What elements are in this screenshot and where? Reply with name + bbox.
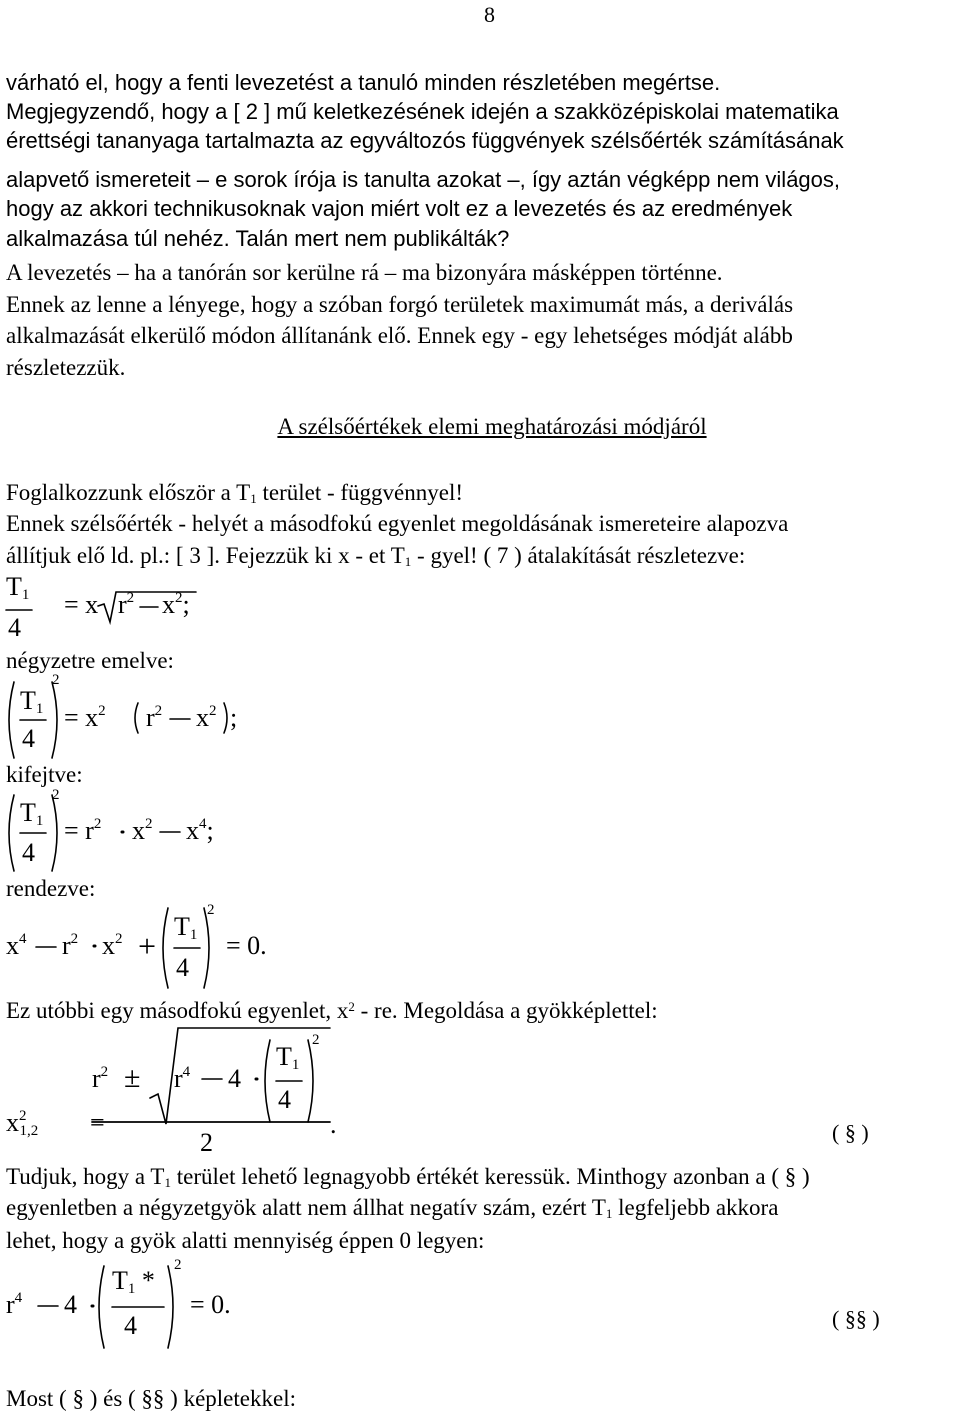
paragraph-line: alkalmazását elkerülő módon állítanánk elő. Ennek egy - egy lehetséges módját alább	[6, 323, 793, 348]
body-line: kifejtve:	[6, 762, 83, 787]
body-line: Foglalkozzunk először a $T_1$ terület - függvénnyel!	[6, 480, 463, 506]
paren-left	[99, 1266, 104, 1348]
paren-right	[204, 908, 209, 988]
paren-left	[9, 682, 14, 758]
body-line: Most ( § ) és ( §§ ) képletekkel:	[6, 1386, 296, 1411]
paragraph-line: várható el, hogy a fenti levezetést a tanuló minden részletében megértse.	[6, 70, 721, 95]
equation-tag: ( § )	[832, 1120, 869, 1145]
paragraph-line: Megjegyzendő, hogy a [ 2 ] mű keletkezésének idején a szakközépiskolai matematika	[6, 99, 839, 124]
paren-left	[9, 795, 14, 871]
paragraph-line: érettségi tananyaga tartalmazta az egyváltozós függvények szélsőérték számításának	[6, 128, 844, 153]
paren-left	[135, 703, 138, 733]
body-line: négyzetre emelve:	[6, 648, 174, 673]
paragraph-line: Ennek az lenne a lényege, hogy a szóban forgó területek maximumát más, a deriválás	[6, 292, 794, 317]
paren-right	[308, 1040, 313, 1122]
paren-right	[52, 682, 57, 758]
body-line: Tudjuk, hogy a $T_1$ terület lehető legnagyobb értékét keressük. Minthogy azonban a ( § )	[6, 1164, 810, 1190]
paren-right	[224, 703, 227, 733]
radical-sign	[150, 1028, 330, 1124]
paragraph-line: részletezzük.	[6, 355, 126, 380]
body-line: Ez utóbbi egy másodfokú egyenlet, $x^2$ - re. Megoldása a gyökképlettel:	[6, 998, 658, 1023]
paragraph-line: A levezetés – ha a tanórán sor kerülne rá – ma bizonyára másképpen történne.	[6, 260, 723, 285]
equation-tag: ( §§ )	[832, 1306, 880, 1331]
paragraph-line: alkalmazása túl nehéz. Talán mert nem publikálták?	[6, 226, 510, 251]
section-heading: A szélsőértékek elemi meghatározási módjáról	[277, 414, 707, 439]
paren-right	[168, 1266, 173, 1348]
paren-left	[163, 908, 168, 988]
body-line: lehet, hogy a gyök alatti mennyiség éppen 0 legyen:	[6, 1228, 485, 1253]
body-line: rendezve:	[6, 876, 96, 901]
document-page: 8 várható el, hogy a fenti levezetést a tanuló minden részletében megértse. Megjegyzendő, hogy a [ 2 ] mű keletkezésének idején a szakközépiskolai matematika érettségi tananyaga tartalmazta az egyváltozós függvények szélsőérték számításának alapvető ismereteit – e sorok írója is tanulta azokat –, így aztán végképp nem világos, hogy az akkori technikusoknak vajon miért volt ez a levezetés és az eredmények alkalmazása túl nehéz. Talán mert nem publikálták? A levezetés – ha a tanórán sor kerülne rá – ma bizonyára másképpen történne. Ennek az lenne a lényege, hogy a szóban forgó területek maximumát más, a deriválás alkalmazását elkerülő módon állítanánk elő. Ennek egy - egy lehetséges módját alább részletezzük. A szélsőértékek elemi meghatározási módjáról Foglalkozzunk először a $T_1$ terület - függvénnyel! Ennek szélsőérték - helyét a másodfokú egyenlet megoldásának ismereteire alapozva állítjuk elő ld. pl.: [ 3 ]. Fejezzük ki x - et $T_1$ - gyel! ( 7 ) átalakítását részletezve: $T_1$ 4 = x $r^2$ $x^2$; négyzetre emelve: $T_1$ 4 2 = $x^2$ $r^2$ $x^2$ ; kifejtve: $T_1$ 4 2 = $r^2$ $x^2$ $x^4$; rendezve: $x^4$ $r^2$ $x^2$ + $T_1$ 4 2 = 0. Ez utóbbi egy másodfokú egyenlet, $x^2$ - re. Megoldása a gyökképlettel: $r^2$ ± $r^4$ 4 $T_1$ 4 2 2 $x^2_{1,2}$ = . ( § ) Tudjuk, hogy a $T_1$ terület lehető legnagyobb értékét keressük. Minthogy azonban a ( § ) egyenletben a négyzetgyök alatt nem állhat negatív szám, ezért $T_1$ legfeljebb akkora lehet, hogy a gyök alatti mennyiség éppen 0 legyen: $r^4$ 4 $T_1$ * 4 2 = 0. ( §§ ) Most ( § ) és ( §§ ) képletekkel:	[0, 0, 960, 1418]
body-line: Ennek szélsőérték - helyét a másodfokú egyenlet megoldásának ismereteire alapozva	[6, 511, 789, 536]
body-line: állítjuk elő ld. pl.: [ 3 ]. Fejezzük ki x - et $T_1$ - gyel! ( 7 ) átalakítását részletezve:	[6, 543, 746, 569]
body-line: egyenletben a négyzetgyök alatt nem állhat negatív szám, ezért $T_1$ legfeljebb akkora	[6, 1195, 779, 1221]
paragraph-line: alapvető ismereteit – e sorok írója is tanulta azokat –, így aztán végképp nem világos,	[6, 167, 841, 192]
paren-left	[265, 1040, 270, 1122]
paragraph-line: hogy az akkori technikusoknak vajon miért volt ez a levezetés és az eredmények	[6, 196, 793, 221]
page-number: 8	[484, 2, 495, 27]
paren-right	[52, 795, 57, 871]
